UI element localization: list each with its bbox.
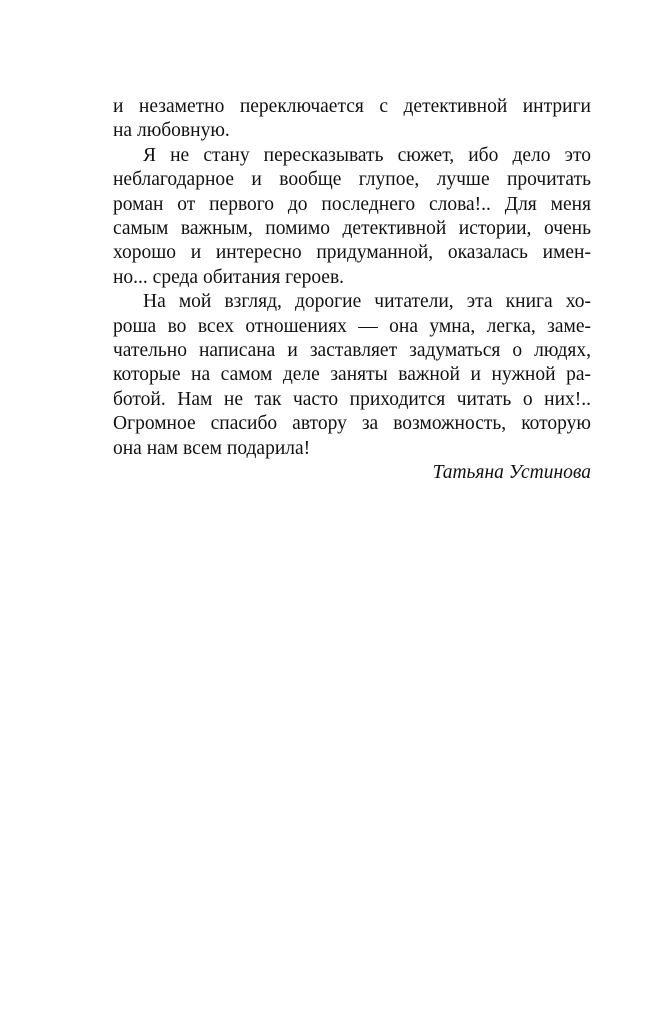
text-line: На мой взгляд, дорогие читатели, эта книга хо-	[143, 291, 591, 313]
text-line: чательно написана и заставляет задуматься о людях,	[113, 340, 591, 362]
paragraph-3	[113, 290, 591, 461]
text-line: на любовную.	[113, 120, 230, 142]
text-line: которые на самом деле заняты важной и нужной ра-	[113, 364, 591, 386]
text-line: Огромное спасибо автору за возможность, которую	[113, 413, 591, 435]
paragraph-2	[113, 144, 591, 290]
paragraph-1	[113, 95, 591, 144]
text-line: ботой. Нам не так часто приходится читать о них!..	[113, 388, 591, 410]
text-line: неблагодарное и вообще глупое, лучше прочитать	[113, 169, 591, 191]
text-line: она нам всем подарила!	[113, 437, 311, 459]
text-line: самым важным, помимо детективной истории, очень	[113, 218, 591, 240]
text-line: хорошо и интересно придуманной, оказалась имен-	[113, 242, 591, 264]
author-signature: Татьяна Устинова	[432, 462, 591, 484]
text-line: роша во всех отношениях — она умна, легка, заме-	[113, 315, 591, 337]
text-line: и незаметно переключается с детективной интриги	[113, 96, 591, 117]
text-line: но... среда обитания героев.	[113, 266, 345, 288]
text-line: Я не стану пересказывать сюжет, ибо дело это	[143, 144, 591, 166]
text-line: роман от первого до последнего слова!.. Для меня	[113, 193, 591, 215]
book-page-text	[113, 95, 591, 486]
